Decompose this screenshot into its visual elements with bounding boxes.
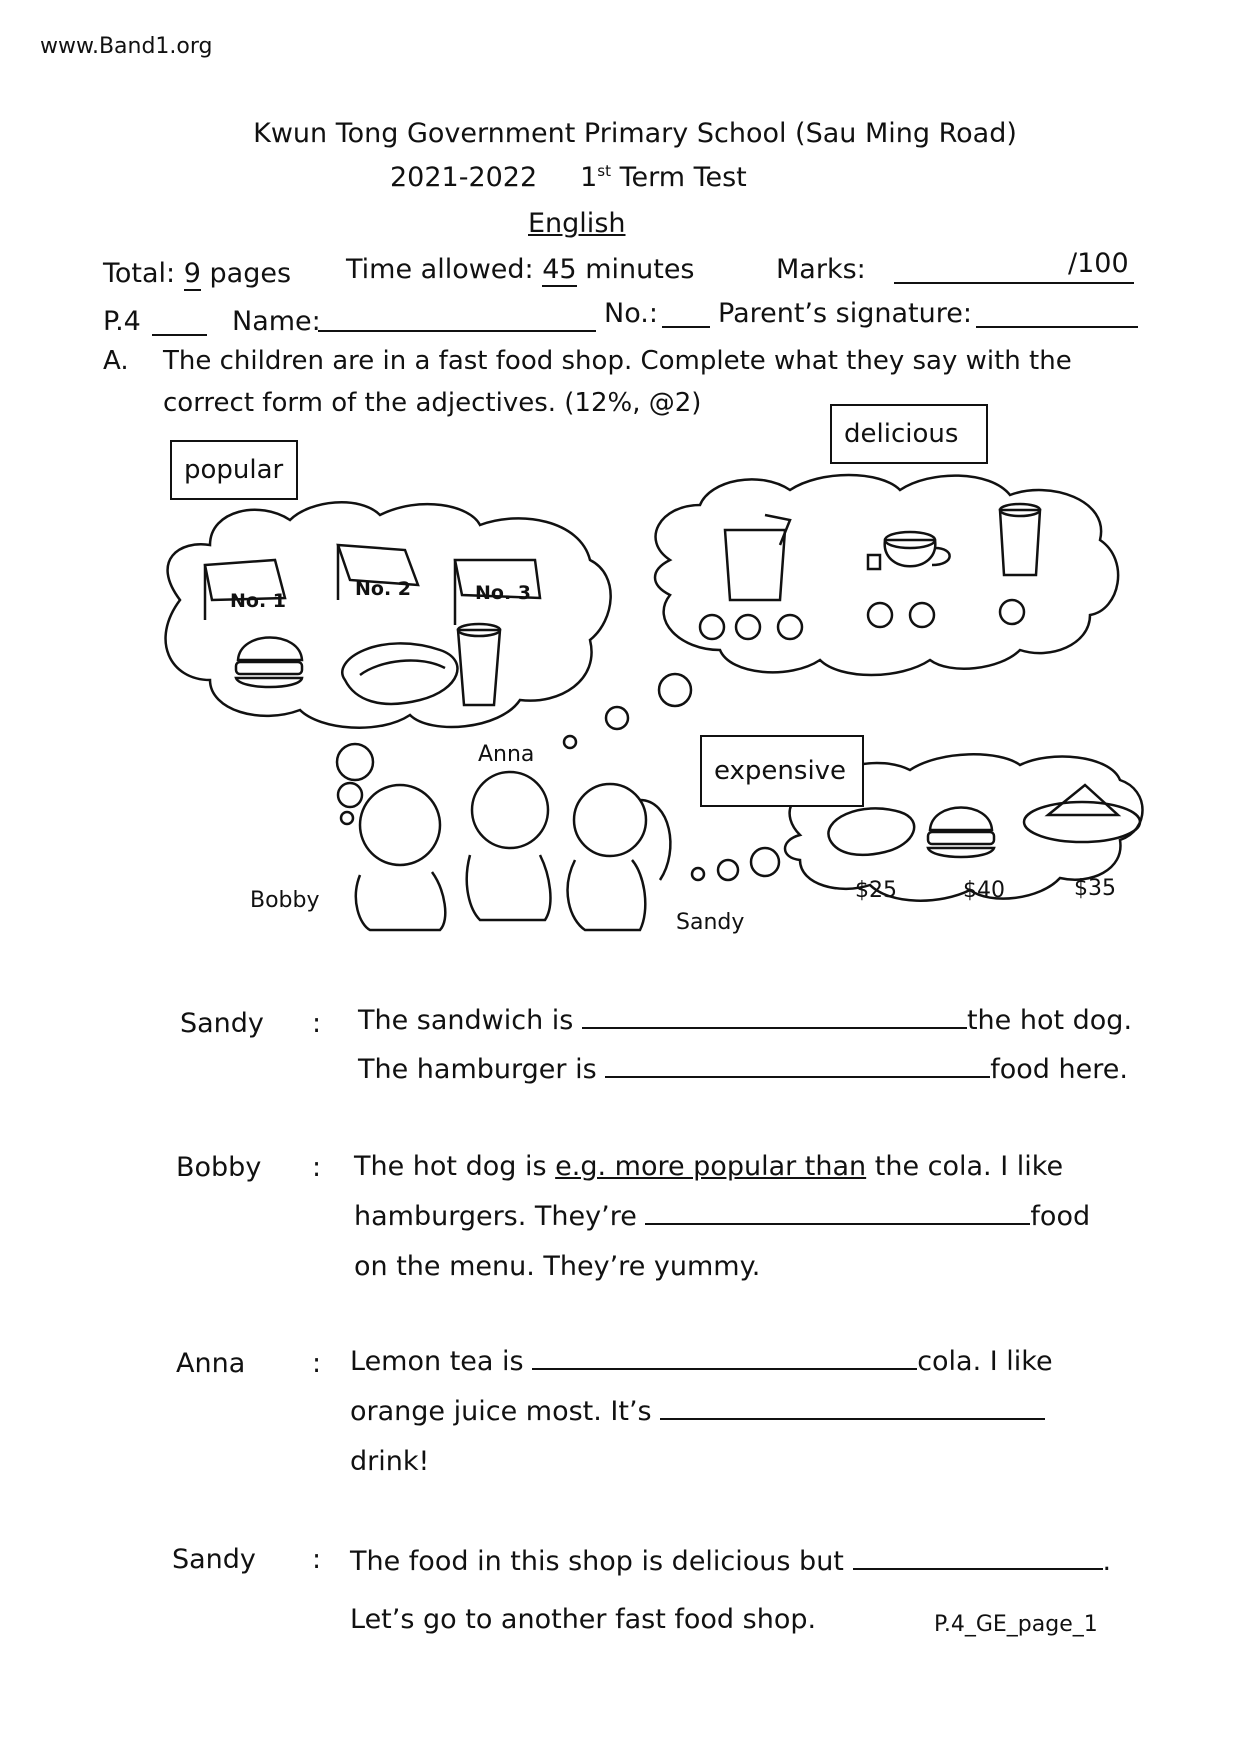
time-allowed <box>346 254 695 287</box>
website-url: www.Band1.org <box>40 34 213 59</box>
sandy-1-text-b: the hot dog. <box>966 1005 1133 1036</box>
dialogue-anna-line-1 <box>350 1337 1053 1387</box>
sandy-2-text-b: . <box>1102 1546 1112 1577</box>
answer-blank-6[interactable] <box>853 1544 1103 1570</box>
marks-label: Marks: <box>776 254 866 285</box>
bobby-text-a: The hot dog is <box>354 1151 547 1182</box>
section-a-text <box>163 340 1163 424</box>
character-name-bobby: Bobby <box>250 888 320 913</box>
anna-text-c: orange juice most. It’s <box>350 1396 652 1427</box>
answer-blank-3[interactable] <box>645 1199 1030 1225</box>
name-label: Name: <box>232 306 321 337</box>
no-blank[interactable] <box>662 296 710 328</box>
section-a-letter: A. <box>103 346 129 376</box>
class-blank[interactable] <box>152 304 207 336</box>
price-hamburger: $40 <box>963 878 1005 903</box>
term-suffix-sup: st <box>597 162 611 180</box>
total-unit: pages <box>209 258 292 289</box>
answer-blank-1[interactable] <box>582 1003 967 1029</box>
school-year: 2021-2022 <box>390 162 538 193</box>
character-name-sandy: Sandy <box>676 910 745 935</box>
speaker-bobby: Bobby <box>176 1152 262 1183</box>
flag-no-1: No. 1 <box>230 590 287 612</box>
term-title <box>390 162 747 193</box>
total-pages <box>103 258 291 291</box>
anna-text-b: cola. I like <box>917 1346 1053 1377</box>
flag-no-2: No. 2 <box>355 578 412 600</box>
dialogue-sandy-1-line-1 <box>358 996 1132 1046</box>
colon-2: : <box>312 1152 322 1183</box>
dialogue-bobby-line-3: on the menu. They’re yummy. <box>354 1251 761 1282</box>
subject-title: English <box>528 208 626 239</box>
answer-blank-4[interactable] <box>532 1344 917 1370</box>
answer-blank-2[interactable] <box>605 1052 990 1078</box>
colon-4: : <box>312 1544 322 1575</box>
dialogue-anna-line-2 <box>350 1387 1045 1437</box>
total-value: 9 <box>183 258 201 289</box>
parent-signature-label: Parent’s signature: <box>718 298 972 329</box>
answer-blank-5[interactable] <box>660 1394 1045 1420</box>
dialogue-bobby-line-2 <box>354 1192 1090 1242</box>
speaker-anna: Anna <box>176 1348 246 1379</box>
total-label: Total: <box>103 258 176 289</box>
dialogue-sandy-1-line-2 <box>358 1045 1128 1095</box>
sandy-1-text-c: The hamburger is <box>358 1054 597 1085</box>
adjective-box-expensive: expensive <box>700 735 864 807</box>
speaker-sandy-1: Sandy <box>180 1008 264 1039</box>
parent-signature-blank[interactable] <box>976 296 1138 328</box>
class-label: P.4 <box>103 306 141 337</box>
sandy-1-text-a: The sandwich is <box>358 1005 574 1036</box>
page-code: P.4_GE_page_1 <box>934 1612 1098 1637</box>
marks-total: /100 <box>1068 248 1129 279</box>
section-a-instructions <box>103 340 1072 418</box>
name-blank[interactable] <box>318 300 596 332</box>
dialogue-bobby-line-1 <box>354 1142 1063 1192</box>
time-unit: minutes <box>585 254 695 285</box>
sandy-1-text-d: food here. <box>990 1054 1128 1085</box>
term-label: Term Test <box>610 162 747 193</box>
example-answer: e.g. more popular than <box>555 1151 867 1182</box>
colon-3: : <box>312 1348 322 1379</box>
time-value: 45 <box>542 254 577 285</box>
speaker-sandy-2: Sandy <box>172 1544 256 1575</box>
term-number: 1 <box>580 162 598 193</box>
bobby-text-c: hamburgers. They’re <box>354 1201 637 1232</box>
section-a-line-1: The children are in a fast food shop. Complete what they say with the <box>163 346 1072 376</box>
adjective-box-delicious: delicious <box>830 404 988 464</box>
bobby-text-d: food <box>1030 1201 1091 1232</box>
section-a-line-2: correct form of the adjectives. (12%, @2) <box>163 388 702 418</box>
adjective-box-popular: popular <box>170 440 298 500</box>
dialogue-sandy-2-line-2: Let’s go to another fast food shop. <box>350 1604 817 1635</box>
colon-1: : <box>312 1008 322 1039</box>
school-name: Kwun Tong Government Primary School (Sau Ming Road) <box>253 118 1017 149</box>
sandy-2-text-a: The food in this shop is delicious but <box>350 1546 844 1577</box>
dialogue-sandy-2-line-1 <box>350 1537 1111 1587</box>
time-label: Time allowed: <box>346 254 534 285</box>
marks-field <box>776 254 866 285</box>
no-label: No.: <box>604 298 658 329</box>
price-sandwich: $35 <box>1074 876 1116 901</box>
price-hot-dog: $25 <box>855 878 897 903</box>
dialogue-anna-line-3: drink! <box>350 1446 430 1477</box>
character-name-anna: Anna <box>478 742 535 767</box>
flag-no-3: No. 3 <box>475 582 532 604</box>
bobby-text-b: the cola. I like <box>874 1151 1064 1182</box>
anna-text-a: Lemon tea is <box>350 1346 524 1377</box>
